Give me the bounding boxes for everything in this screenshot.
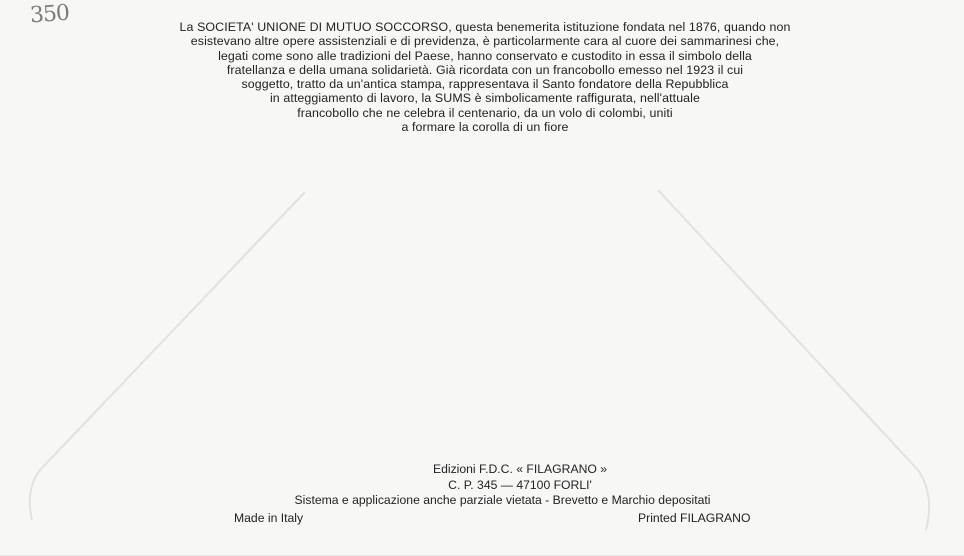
description-line: a formare la corolla di un fiore bbox=[401, 120, 569, 135]
printed-by-label: Printed FILAGRANO bbox=[638, 511, 751, 525]
description-line: francobollo che ne celebra il centenario, da un volo di colombi, uniti bbox=[297, 105, 673, 120]
description-line: legati come sono alle tradizioni del Paese, hanno conservato e custodito in essa il simbolo della bbox=[218, 48, 752, 63]
description-text bbox=[100, 20, 870, 134]
description-line: fratellanza e della umana solidarietà. Già ricordata con un francobollo emesso nel 1923 il cui bbox=[226, 62, 744, 77]
handwritten-note: 350 bbox=[29, 0, 70, 29]
publisher-name: Edizioni F.D.C. « FILAGRANO » bbox=[432, 462, 608, 476]
description-line: esistevano altre opere assistenziali e di previdenza, è particolarmente cara al cuore dei sammarinesi che, bbox=[190, 34, 780, 49]
publisher-block bbox=[320, 461, 720, 493]
description-line: in atteggiamento di lavoro, la SUMS è simbolicamente raffigurata, nell'attuale bbox=[269, 91, 701, 106]
publisher-address: C. P. 345 — 47100 FORLI' bbox=[448, 478, 592, 492]
description-line: soggetto, tratto da un'antica stampa, rappresentava il Santo fondatore della Repubblica bbox=[241, 77, 729, 92]
rights-notice: Sistema e applicazione anche parziale vietata - Brevetto e Marchio depositati bbox=[294, 493, 711, 507]
description-line: La SOCIETA' UNIONE DI MUTUO SOCCORSO, questa benemerita istituzione fondata nel 1876, quando non bbox=[179, 20, 791, 34]
made-in-label: Made in Italy bbox=[234, 511, 304, 525]
